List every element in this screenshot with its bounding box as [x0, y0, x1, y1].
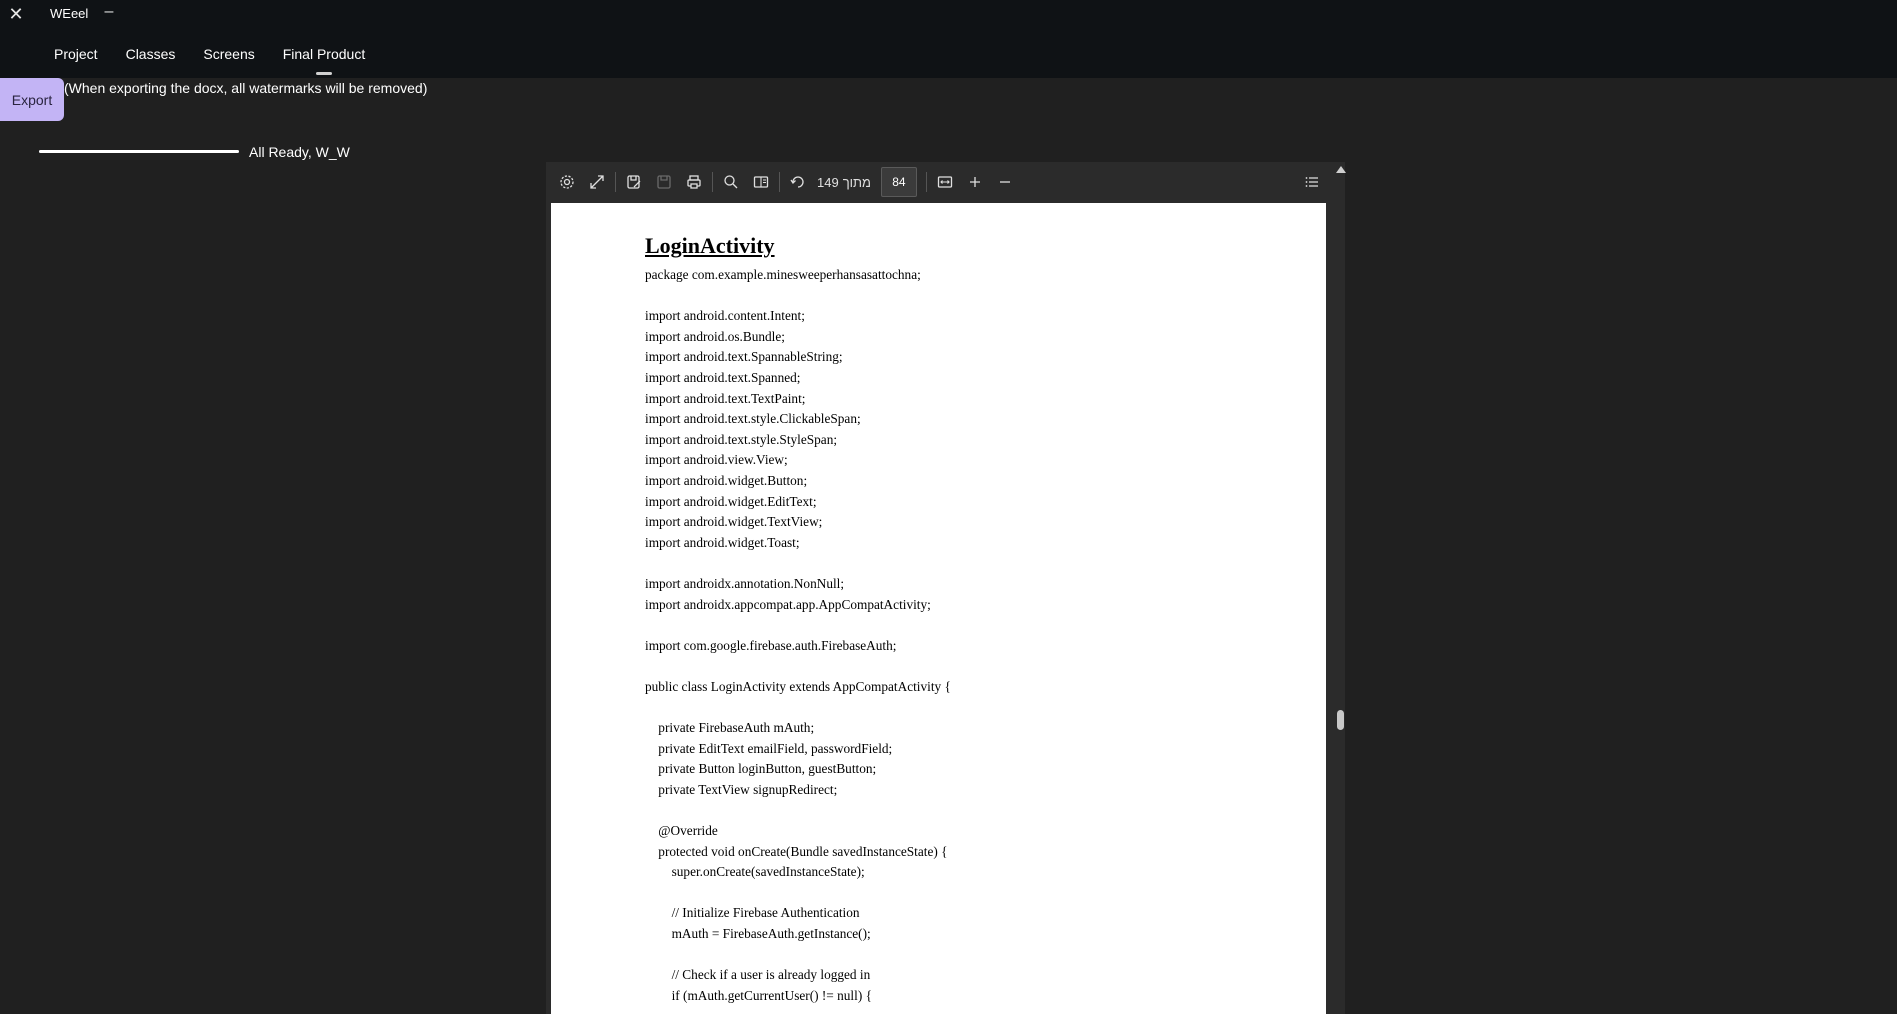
draw-save-icon[interactable]: [619, 167, 649, 197]
code-line: private EditText emailField, passwordField;: [645, 740, 893, 756]
toolbar-divider: [615, 172, 616, 192]
code-line: mAuth = FirebaseAuth.getInstance();: [645, 926, 871, 941]
close-x-icon[interactable]: ✕: [8, 4, 24, 24]
minus-icon[interactable]: [990, 167, 1020, 197]
code-line: @Override: [645, 823, 718, 839]
code-line: import android.text.TextPaint;: [645, 390, 806, 406]
code-line: import android.view.View;: [645, 452, 788, 468]
plus-icon[interactable]: [960, 167, 990, 197]
list-icon[interactable]: [1297, 167, 1327, 197]
code-line: package com.example.minesweeperhansasattochna;: [645, 267, 921, 282]
code-line: import android.text.style.StyleSpan;: [645, 431, 838, 447]
code-line: import android.widget.Button;: [645, 472, 808, 488]
toolbar-divider: [926, 172, 927, 192]
title-bar: [0, 0, 1897, 78]
code-line: [645, 697, 1305, 718]
export-button[interactable]: Export: [0, 78, 64, 121]
tab-screens[interactable]: Screens: [203, 46, 255, 62]
code-line: // Check if a user is already logged in: [645, 967, 871, 983]
code-line: import android.widget.TextView;: [645, 514, 823, 530]
code-line: import android.text.Spanned;: [645, 369, 801, 385]
code-line: [645, 883, 1305, 904]
code-line: public class LoginActivity extends AppCompatActivity {: [645, 678, 951, 694]
fit-width-icon[interactable]: [930, 167, 960, 197]
code-line: super.onCreate(savedInstanceState);: [645, 864, 865, 880]
code-line: import android.text.style.ClickableSpan;: [645, 411, 861, 427]
main-nav: [54, 46, 393, 68]
code-line: if (mAuth.getCurrentUser() != null) {: [645, 987, 872, 1003]
minimize-icon[interactable]: –: [104, 3, 114, 20]
search-icon[interactable]: [716, 167, 746, 197]
app-title: WEeel: [50, 6, 89, 21]
toolbar-divider: [712, 172, 713, 192]
export-note: (When exporting the docx, all watermarks will be removed): [64, 80, 428, 96]
code-line: [645, 800, 1305, 821]
scroll-thumb[interactable]: [1337, 710, 1344, 730]
tab-final-product[interactable]: Final Product: [283, 46, 365, 68]
of-label: מתוך: [842, 174, 871, 190]
code-line: [645, 553, 1305, 574]
progress-bar: [39, 150, 239, 153]
code-line: [645, 286, 1305, 307]
page-view-icon[interactable]: [746, 167, 776, 197]
scroll-up-arrow-icon[interactable]: [1336, 166, 1346, 173]
print-icon[interactable]: [679, 167, 709, 197]
code-line: [645, 615, 1305, 636]
code-line: import android.widget.EditText;: [645, 493, 817, 509]
code-line: [645, 656, 1305, 677]
toolbar-divider: [779, 172, 780, 192]
progress-fill: [39, 150, 239, 153]
code-line: import androidx.appcompat.app.AppCompatActivity;: [645, 596, 931, 612]
code-line: protected void onCreate(Bundle savedInstanceState) {: [645, 843, 948, 859]
code-line: private TextView signupRedirect;: [645, 781, 838, 797]
code-line: import android.os.Bundle;: [645, 328, 785, 344]
code-line: import android.widget.Toast;: [645, 534, 800, 550]
code-block: [645, 265, 1305, 1006]
rotate-icon[interactable]: [783, 167, 813, 197]
tab-project[interactable]: Project: [54, 46, 98, 62]
code-line: [645, 945, 1305, 966]
code-line: import android.content.Intent;: [645, 308, 805, 324]
fullscreen-icon[interactable]: [582, 167, 612, 197]
pdf-toolbar: [546, 162, 1345, 202]
code-line: private FirebaseAuth mAuth;: [645, 720, 815, 736]
settings-icon[interactable]: [552, 167, 582, 197]
document-title: LoginActivity: [645, 233, 775, 258]
total-pages: 149: [817, 174, 839, 190]
code-line: private Button loginButton, guestButton;: [645, 761, 877, 777]
document-page: [551, 203, 1326, 1014]
code-line: // Initialize Firebase Authentication: [645, 905, 860, 921]
current-page-input[interactable]: [881, 167, 917, 197]
code-line: import com.google.firebase.auth.FirebaseAuth;: [645, 637, 897, 653]
code-line: import androidx.annotation.NonNull;: [645, 575, 845, 591]
scrollbar[interactable]: [1336, 162, 1345, 1014]
tab-classes[interactable]: Classes: [125, 46, 176, 62]
page-indicator: [817, 167, 917, 197]
save-icon[interactable]: [649, 167, 679, 197]
pdf-viewer: [546, 162, 1345, 1014]
code-line: import android.text.SpannableString;: [645, 349, 843, 365]
status-text: All Ready, W_W: [249, 144, 350, 160]
